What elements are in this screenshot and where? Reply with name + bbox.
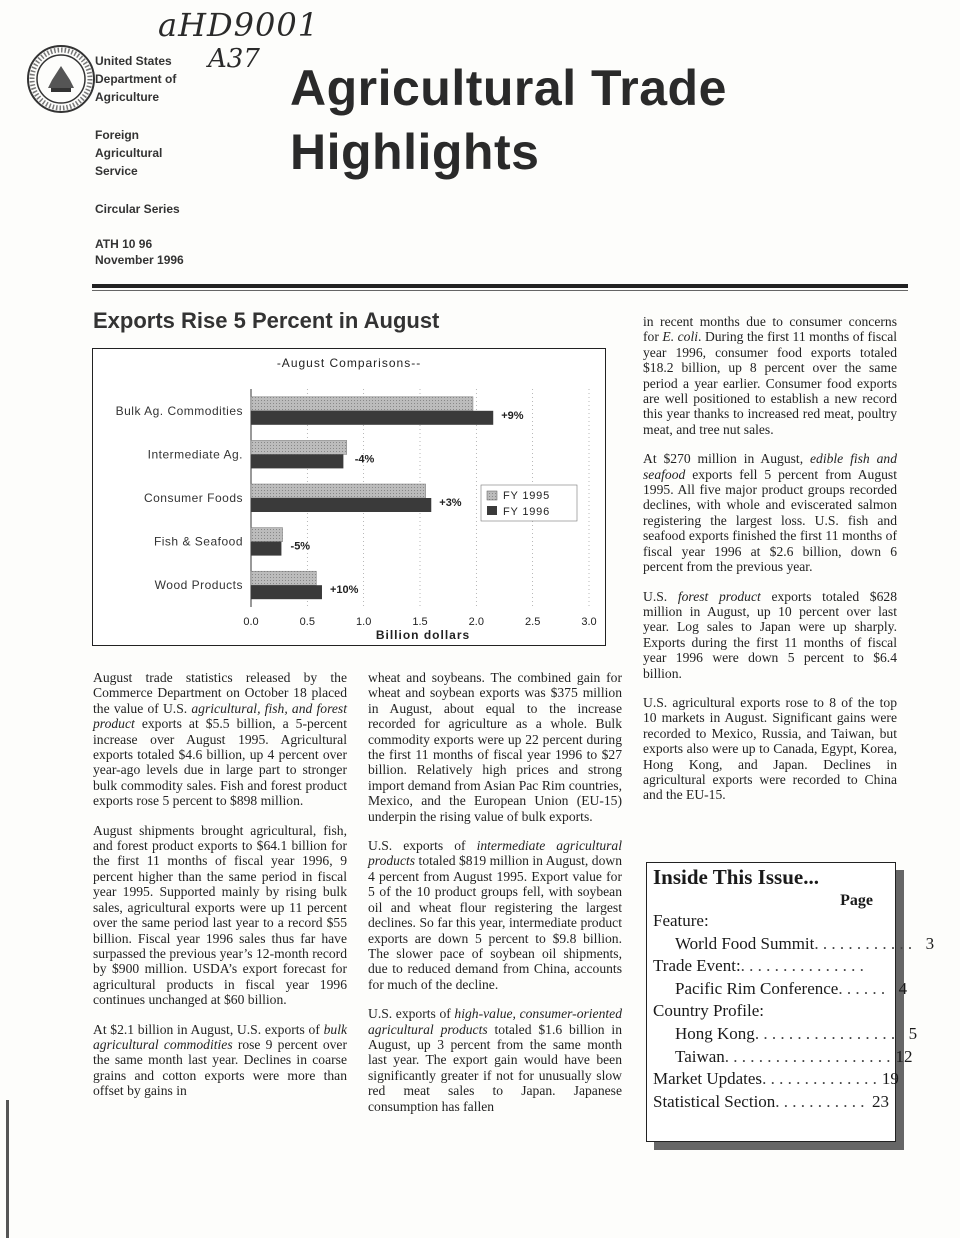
- text-run: exports fell 5 percent from August 1995. All five major product groups recorded declines, with whole and eviscerated salmon registering the largest loss. U.S. fish and seafood exports finished the first 11 months of fiscal year 1996 at $2.6 billion, down 6 percent from the previous year.: [643, 466, 897, 575]
- chart-title: -August Comparisons--: [276, 356, 422, 370]
- text-run: At $270 million in August,: [643, 451, 810, 467]
- article-column-1: [93, 670, 347, 1113]
- bar-fy1995: [251, 571, 316, 585]
- toc-leader-dots: . . . . . .: [838, 978, 886, 998]
- toc-title: Inside This Issue...: [653, 865, 819, 889]
- scan-edge-mark: [6, 1100, 9, 1238]
- category-label: Wood Products: [154, 578, 243, 593]
- category-label: Consumer Foods: [143, 491, 243, 505]
- text-run: U.S. agricultural exports rose to 8 of the top 10 markets in August. Significant gains were recorded to Mexico, Russia, and Taiwan, but exports also were up to Canada, Egypt, Korea, Hong Kong, and Japan. Declines in agricultural exports were recorded to China and the EU-15.: [643, 694, 897, 803]
- toc-page-number: 19: [881, 1069, 899, 1089]
- toc-label: Statistical Section: [653, 1091, 776, 1111]
- toc-row: [653, 933, 935, 956]
- toc-list: [653, 910, 935, 1113]
- text-run: August trade statistics released by the Commerce Department on October 18 placed the value of U.S.: [93, 670, 347, 716]
- paragraph: [368, 670, 622, 824]
- toc-leader-dots: . . . . . . . . . . . . . .: [762, 1069, 877, 1089]
- service-line-3: Service: [95, 164, 138, 178]
- toc-row: [653, 955, 889, 978]
- text-run: totaled $1.6 billion in August, up 3 percent from the same month last year. The export gain would have been significantly greater if not for unusually slow red meat sales to Japan. Japanese consumption has fallen: [368, 1021, 622, 1114]
- handwritten-shelf-mark: A37: [208, 44, 260, 74]
- paragraph: [643, 695, 897, 803]
- toc-panel: [646, 862, 935, 1142]
- bar-fy1996: [251, 454, 343, 468]
- bar-fy1995: [251, 528, 283, 542]
- toc-page-number: 5: [908, 1023, 918, 1043]
- publication-title: [290, 56, 727, 184]
- usda-seal-icon: [26, 44, 96, 114]
- series-label: Circular Series: [95, 202, 180, 216]
- text-run: totaled $819 million in August, down 4 percent from August 1995. Export value for 5 of the 10 product groups fell, with soybean oil and wheat flour registering the largest declines. So far this year, intermediate product exports are down 5 percent to $9.8 billion. The slower pace of soybean oil shipments, due to reduced demand from China, accounts for much of the decline.: [368, 853, 622, 992]
- change-annotation: +3%: [439, 497, 462, 509]
- text-run: rose 9 percent over the same month last year. Declines in coarse grains and cotton exports were more than offset by gains in: [93, 1036, 347, 1099]
- paragraph: [368, 1006, 622, 1114]
- paragraph: [93, 1022, 347, 1099]
- toc-row: [653, 978, 908, 1001]
- text-run: August shipments brought agricultural, fish, and forest product exports to $64.1 billion for the first 11 months of fiscal year 1996, 9 percent higher than the same period in fiscal year 1995. Supported mainly by rising bulk sales, agricultural exports were up 11 percent over the same period last year to a record $55 billion. Fiscal year 1996 sales thus far have surpassed the previous year’s 12-month record by $900 million. USDA’s export forecast for agricultural products in fiscal year 1996 continues unchanged at $60 billion.: [93, 822, 347, 1008]
- toc-leader-dots: . . . . . . . . . . . . . . . . .: [754, 1023, 896, 1043]
- text-run: exports at $5.5 billion, a 5-percent increase over August 1995. Agricultural exports totaled $4.6 billion, up 4 percent over year-ago levels due in large part to stronger bulk commodity sales. Fish and forest product exports rose 5 percent to $898 million.: [93, 716, 347, 809]
- paragraph: [93, 670, 347, 809]
- toc-leader-dots: . . . . . . . . . . . . . . .: [740, 956, 864, 976]
- title-line-1: Agricultural Trade: [290, 60, 727, 116]
- category-label: Intermediate Ag.: [147, 447, 243, 462]
- text-run: . During the first 11 months of fiscal year 1996, consumer food exports totaled $18.2 billion, up 8 percent over the same period a year earlier. Consumer food exports are well positioned to establish a new record this year thanks to increased red meat, poultry meat, and tree nut sales.: [643, 329, 897, 437]
- toc-leader-dots: [709, 910, 867, 933]
- bar-fy1995: [251, 440, 347, 454]
- paragraph: [368, 838, 622, 992]
- bar-fy1996: [251, 542, 281, 556]
- category-label: Fish & Seafood: [153, 534, 243, 549]
- change-annotation: +10%: [329, 584, 359, 597]
- toc-leader-dots: [764, 1000, 867, 1023]
- x-tick-label: 0.0: [243, 616, 259, 628]
- service-line-1: Foreign: [95, 128, 139, 142]
- italic-term: bulk agricultural commodities: [93, 1021, 347, 1052]
- legend-swatch-fy1996: [487, 506, 497, 515]
- toc-row: [653, 1091, 889, 1114]
- x-tick-label: 0.5: [299, 616, 315, 628]
- service-name: [95, 126, 162, 180]
- bar-fy1996: [251, 585, 322, 599]
- toc-label: Country Profile:: [653, 1001, 764, 1021]
- bar-fy1995: [251, 484, 426, 498]
- bar-fy1996: [251, 498, 431, 512]
- toc-row: [653, 1046, 913, 1069]
- legend-swatch-fy1995: [487, 491, 497, 500]
- x-tick-label: 2.0: [468, 616, 484, 628]
- inside-this-issue-box: [646, 862, 935, 1150]
- italic-term: edible fish and seafood: [643, 451, 898, 482]
- paragraph: [93, 823, 347, 1008]
- paragraph: [643, 451, 897, 574]
- toc-page-number: 12: [895, 1046, 913, 1066]
- toc-label: Taiwan: [675, 1046, 725, 1066]
- service-line-2: Agricultural: [95, 146, 163, 160]
- agency-line-3: Agriculture: [95, 90, 160, 104]
- text-run: exports totaled $628 million in August, up 10 percent over last year. Log sales to Japan were up sharply. Exports during the first 11 months of fiscal year 1996 were down 5 percent to $6.4 billion.: [643, 588, 897, 681]
- toc-label: Pacific Rim Conference: [675, 978, 839, 998]
- agency-line-1: United States: [95, 54, 172, 68]
- italic-term: intermediate agricultural products: [368, 838, 623, 869]
- text-run: At $2.1 billion in August, U.S. exports of: [93, 1021, 324, 1037]
- change-annotation: -4%: [354, 453, 375, 466]
- article-column-3: [643, 314, 897, 817]
- bar-fy1995: [251, 397, 473, 411]
- italic-term: E. coli: [662, 329, 699, 345]
- change-annotation: +9%: [501, 409, 524, 422]
- issue-number: ATH 10 96: [95, 237, 153, 251]
- change-annotation: -5%: [290, 540, 311, 553]
- toc-leader-dots: . . . . . . . . . . . . . . . . . . . .: [724, 1046, 891, 1066]
- august-comparisons-chart: [92, 348, 606, 646]
- toc-label: Hong Kong: [675, 1023, 755, 1043]
- toc-page-number: [867, 910, 889, 933]
- toc-row: [653, 1000, 889, 1023]
- header-rule: [92, 284, 908, 288]
- category-label: Bulk Ag. Commodities: [115, 403, 243, 418]
- italic-term: agricultural, fish, and forest product: [93, 700, 347, 732]
- handwritten-catalog-number: aHD9001: [158, 6, 320, 44]
- issue-info: [95, 236, 184, 268]
- issue-date: November 1996: [95, 253, 184, 267]
- x-tick-label: 3.0: [581, 616, 597, 628]
- legend-label-fy1996: FY 1996: [503, 506, 550, 518]
- agency-line-2: Department of: [95, 72, 177, 86]
- italic-term: forest product: [677, 588, 761, 604]
- chart-svg: [93, 349, 605, 645]
- toc-page-header: Page: [840, 892, 873, 909]
- legend-label-fy1995: FY 1995: [503, 490, 550, 502]
- text-run: in recent months due to consumer concerns for: [643, 314, 897, 345]
- header-rule-thin: [92, 290, 908, 291]
- text-run: wheat and soybeans. The combined gain for wheat and soybean exports was $375 million in August, about equal to the increase recorded for agriculture as a whole. Bulk commodity exports were up 22 percent during the first 11 months of fiscal year 1996 to $27 billion. Relatively high prices and strong import demand from Asian Pac Rim countries, Mexico, and the European Union (EU-15) underpin the rising value of bulk exports.: [368, 670, 622, 824]
- toc-row: [653, 910, 889, 933]
- paragraph: [643, 589, 897, 681]
- toc-page-number: [867, 955, 889, 978]
- toc-label: World Food Summit: [675, 933, 815, 953]
- x-tick-label: 2.5: [525, 616, 541, 628]
- toc-page-number: 23: [872, 1091, 889, 1111]
- toc-page-number: [867, 1000, 889, 1023]
- paragraph: [643, 314, 897, 437]
- toc-leader-dots: . . . . . . . . . . .: [775, 1091, 865, 1111]
- toc-label: Market Updates: [653, 1069, 763, 1089]
- agency-name: [95, 52, 176, 106]
- toc-label: Trade Event:: [653, 956, 741, 976]
- toc-leader-dots: . . . . . . . . . . . .: [814, 933, 913, 953]
- toc-label: Feature:: [653, 911, 709, 930]
- toc-page-number: 4: [898, 978, 908, 998]
- italic-term: high-value, consumer-oriented agricultural products: [368, 1006, 622, 1037]
- bar-fy1996: [251, 411, 493, 425]
- toc-row: [653, 1068, 899, 1091]
- x-tick-label: 1.5: [412, 616, 428, 628]
- text-run: U.S. exports of: [368, 838, 477, 854]
- toc-row: [653, 1023, 918, 1046]
- x-axis-label: Billion dollars: [375, 628, 471, 642]
- article-column-2: [368, 670, 622, 1128]
- title-line-2: Highlights: [290, 124, 540, 180]
- text-run: U.S.: [643, 588, 678, 604]
- text-run: U.S. exports of: [368, 1006, 455, 1022]
- article-headline: Exports Rise 5 Percent in August: [93, 308, 440, 333]
- x-tick-label: 1.0: [356, 616, 372, 628]
- toc-page-number: 3: [925, 933, 935, 953]
